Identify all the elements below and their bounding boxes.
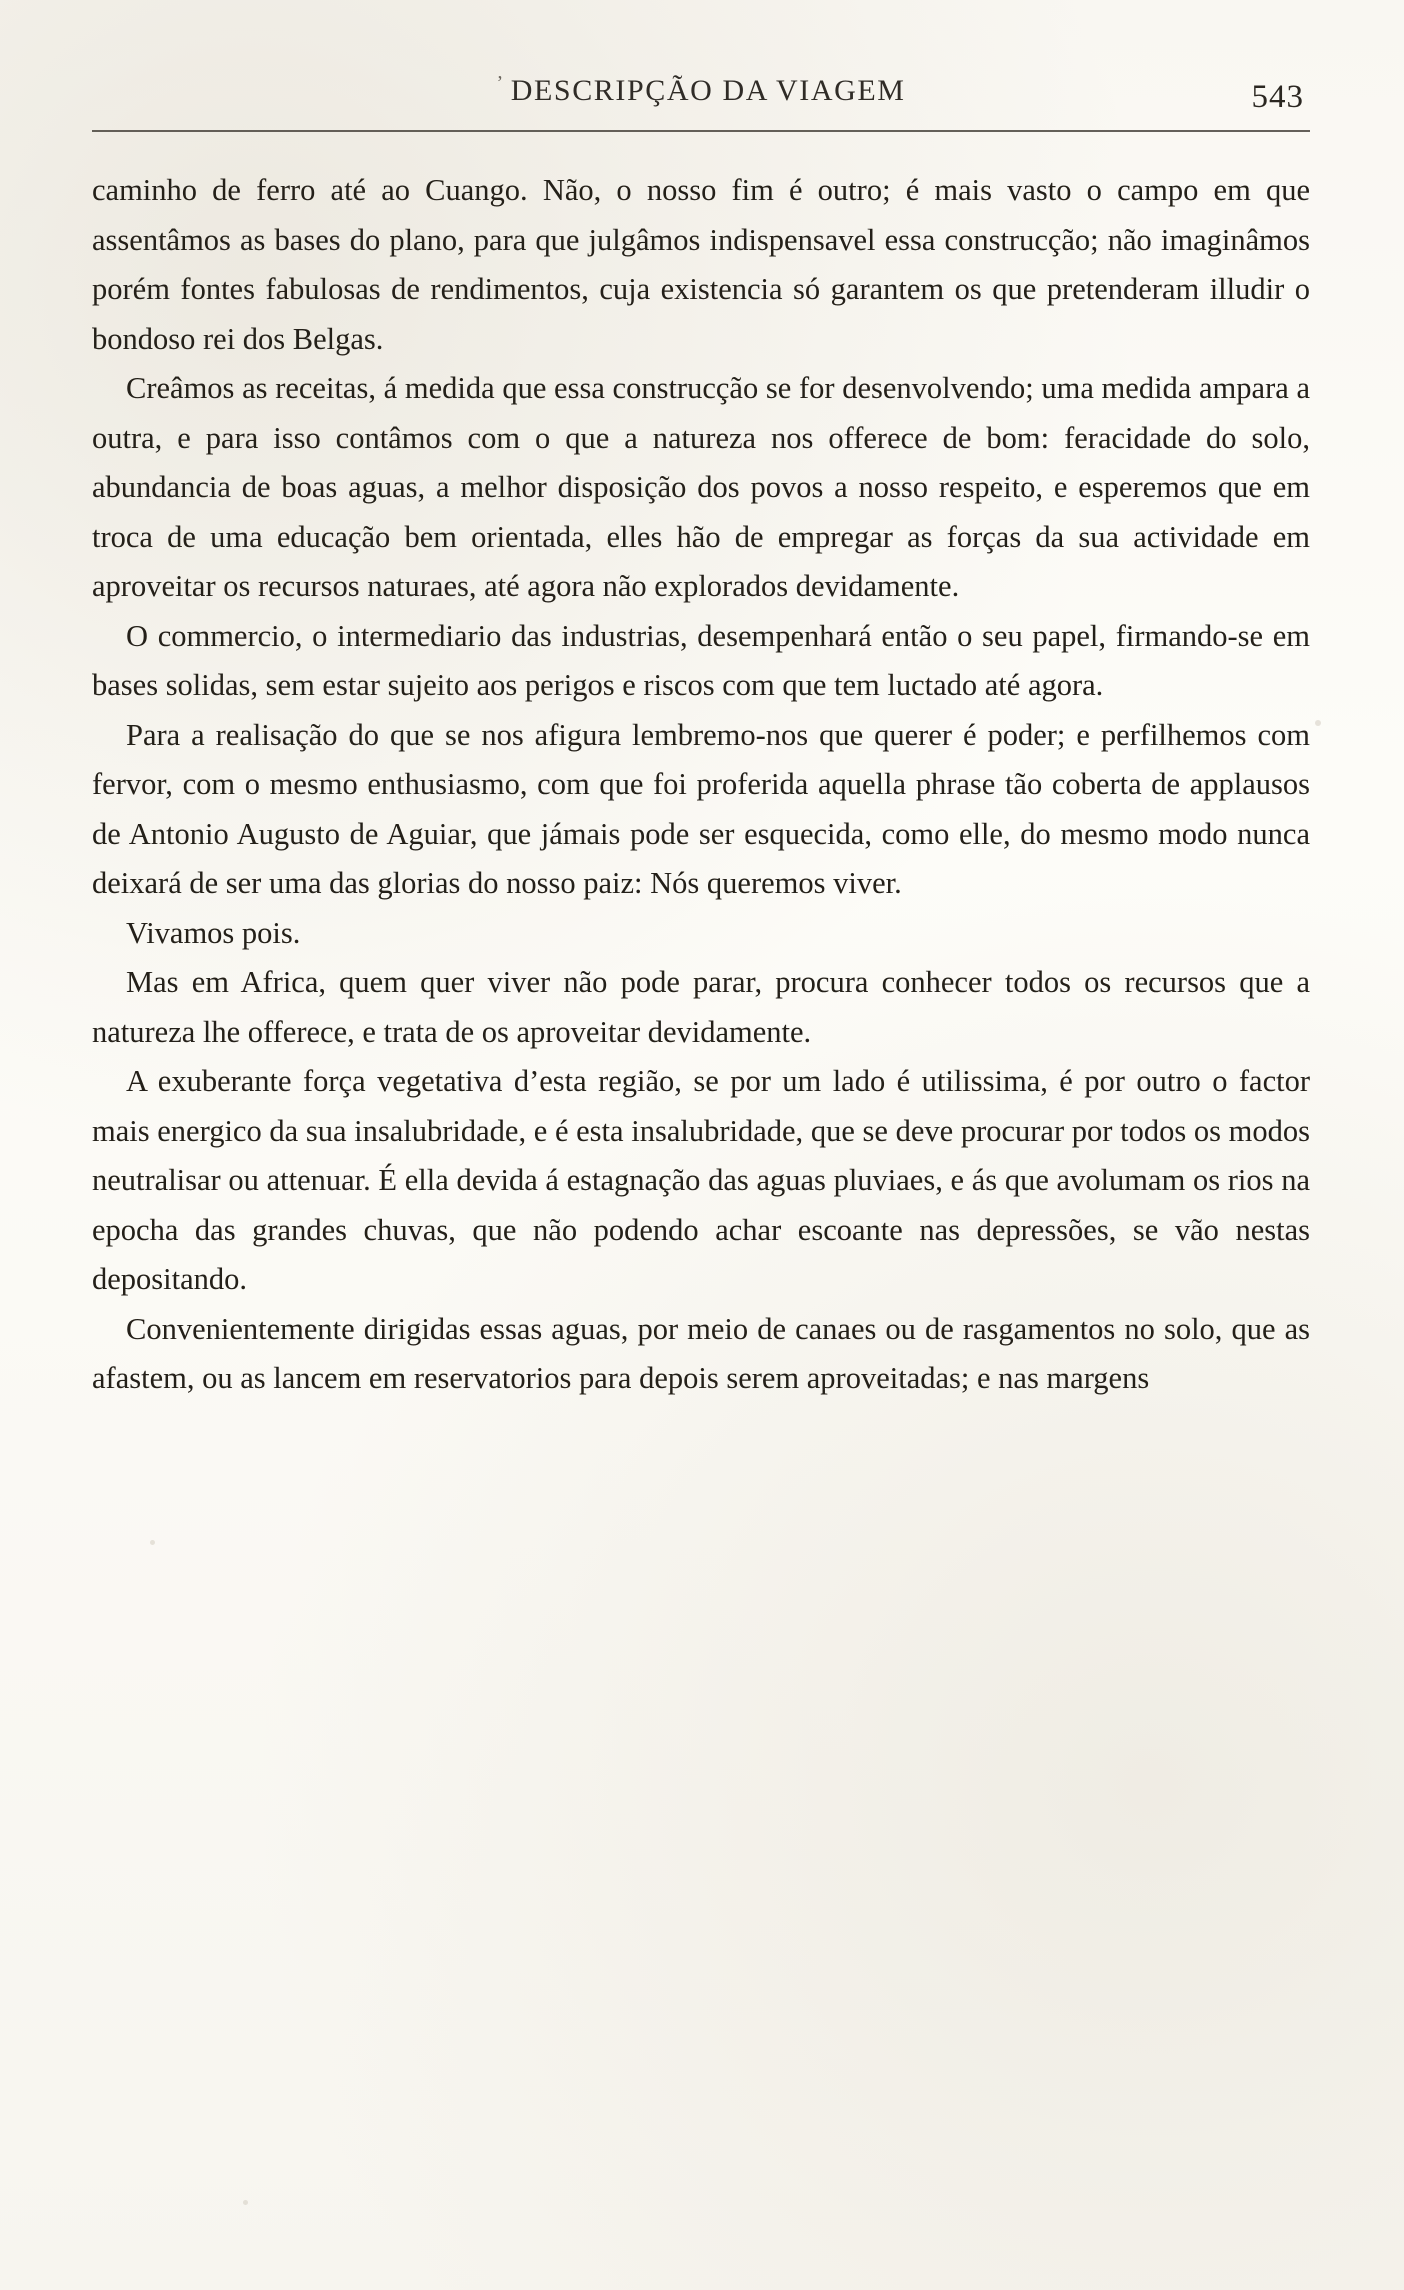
body-text bbox=[92, 166, 1310, 1404]
paragraph: O commercio, o intermediario das industrias, desempenhará então o seu papel, firmando-se em bases solidas, sem estar sujeito aos perigos e riscos com que tem luctado até agora. bbox=[92, 618, 1310, 702]
page-number: 543 bbox=[1251, 79, 1304, 115]
paragraph: Convenientemente dirigidas essas aguas, por meio de canaes ou de rasgamentos no solo, que as afastem, ou as lancem em reservatorios para depois serem aproveitadas; e nas margens bbox=[92, 1311, 1310, 1395]
paragraph: Vivamos pois. bbox=[126, 915, 301, 950]
paragraph: A exuberante força vegetativa d’esta região, se por um lado é utilissima, é por outro o factor mais energico da sua insalubridade, e é esta insalubridade, que se deve procurar por todos os modos neutralisar ou attenuar. É ella devida á estagnação das aguas pluviaes, e ás que avolumam os rios na epocha das grandes chuvas, que não podendo achar escoante nas depressões, se vão nestas depositando. bbox=[92, 1064, 1310, 1296]
paragraph: Para a realisação do que se nos afigura lembremo-nos que querer é poder; e perfilhemos com fervor, com o mesmo enthusiasmo, com que foi proferida aquella phrase tão coberta de applausos de Antonio Augusto de Aguiar, que jámais pode ser esquecida, como elle, do mesmo modo nunca deixará de ser uma das glorias do nosso paiz: Nós queremos viver. bbox=[92, 717, 1310, 900]
paper-speck bbox=[243, 2200, 248, 2205]
header-title-text: DESCRIPÇÃO DA VIAGEM bbox=[510, 74, 906, 107]
paper-speck bbox=[1315, 720, 1321, 726]
header-mark: ’ bbox=[496, 72, 505, 94]
page-content bbox=[92, 72, 1310, 1404]
page-header-title bbox=[92, 72, 1310, 108]
paragraph: Mas em Africa, quem quer viver não pode parar, procura conhecer todos os recursos que a natureza lhe offerece, e trata de os aproveitar devidamente. bbox=[92, 965, 1310, 1049]
running-head bbox=[92, 72, 1310, 116]
paragraph: caminho de ferro até ao Cuango. Não, o nosso fim é outro; é mais vasto o campo em que assentâmos as bases do plano, para que julgâmos indispensavel essa construcção; não imaginâmos porém fontes fabulosas de rendimentos, cuja existencia só garantem os que pretenderam illudir o bondoso rei dos Belgas. bbox=[92, 173, 1310, 356]
header-rule bbox=[92, 130, 1310, 132]
paragraph: Creâmos as receitas, á medida que essa construcção se for desenvolvendo; uma medida ampara a outra, e para isso contâmos com o que a natureza nos offerece de bom: feracidade do solo, abundancia de boas aguas, a melhor disposição dos povos a nosso respeito, e esperemos que em troca de uma educação bem orientada, elles hão de empregar as forças da sua actividade em aproveitar os recursos naturaes, até agora não explorados devidamente. bbox=[92, 371, 1310, 603]
paper-speck bbox=[150, 1540, 155, 1545]
